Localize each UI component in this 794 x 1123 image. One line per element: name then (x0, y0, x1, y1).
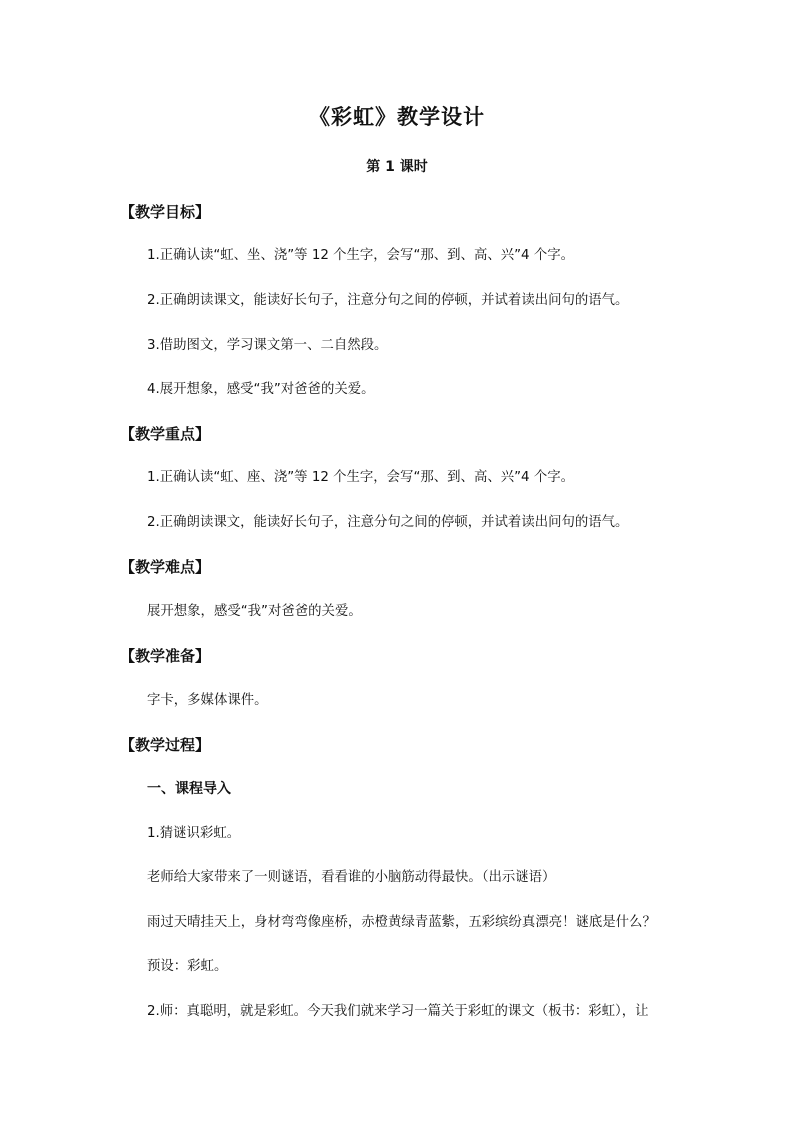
process-part-heading: 一、课程导入 (147, 781, 231, 797)
objective-item: 4.展开想象，感受“我”对爸爸的关爱。 (147, 382, 375, 397)
preparation-text: 字卡，多媒体课件。 (147, 693, 268, 708)
document-title: 《彩虹》教学设计 (309, 105, 485, 129)
key-point-item: 1.正确认读“虹、座、浇”等 12 个生字，会写“那、到、高、兴”4 个字。 (147, 470, 575, 485)
objectives-heading: 【教学目标】 (120, 203, 211, 221)
difficulty-text: 展开想象，感受“我”对爸爸的关爱。 (147, 604, 362, 619)
key-point-item: 2.正确朗读课文，能读好长句子，注意分句之间的停顿，并试着读出问句的语气。 (147, 515, 629, 530)
objective-item: 2.正确朗读课文，能读好长句子，注意分句之间的停顿，并试着读出问句的语气。 (147, 293, 629, 308)
key-points-heading: 【教学重点】 (120, 425, 211, 443)
preparation-heading: 【教学准备】 (120, 647, 211, 665)
objective-item: 1.正确认读“虹、坐、浇”等 12 个生字，会写“那、到、高、兴”4 个字。 (147, 248, 575, 263)
objective-item: 3.借助图文，学习课文第一、二自然段。 (147, 338, 388, 353)
process-line: 雨过天晴挂天上，身材弯弯像座桥，赤橙黄绿青蓝紫，五彩缤纷真漂亮！谜底是什么？ (147, 915, 656, 930)
process-line: 老师给大家带来了一则谜语，看看谁的小脑筋动得最快。（出示谜语） (147, 870, 556, 885)
lesson-period: 第 1 课时 (366, 159, 428, 175)
process-line: 预设：彩虹。 (147, 959, 228, 974)
process-line: 2.师：真聪明，就是彩虹。今天我们就来学习一篇关于彩虹的课文（板书：彩虹），让 (147, 1004, 649, 1019)
difficulty-heading: 【教学难点】 (120, 558, 211, 576)
process-line: 1.猜谜识彩虹。 (147, 826, 241, 841)
process-heading: 【教学过程】 (120, 736, 211, 754)
